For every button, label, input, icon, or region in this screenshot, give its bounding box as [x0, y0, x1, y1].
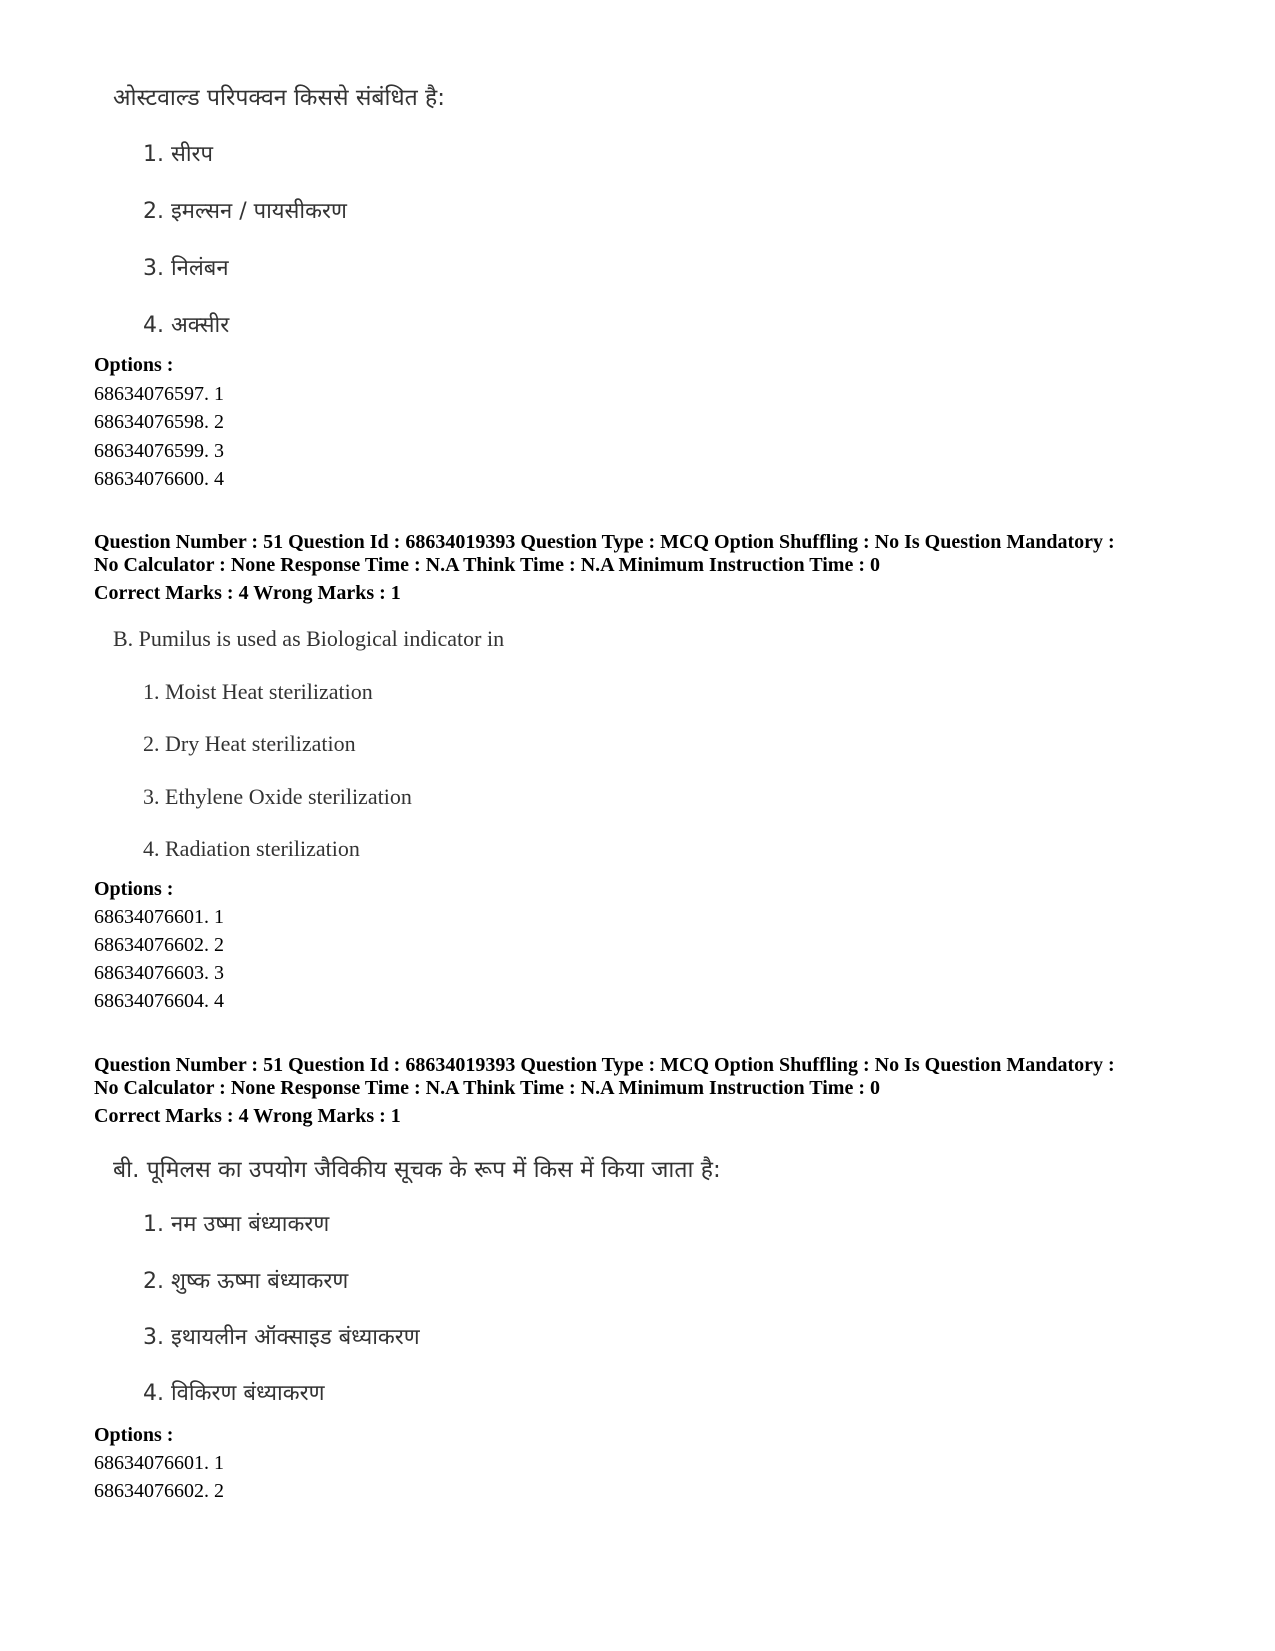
options-label: Options :	[94, 878, 174, 900]
options-label: Options :	[94, 1424, 174, 1446]
question-marks: Correct Marks : 4 Wrong Marks : 1	[94, 1105, 401, 1127]
question-meta-line1: Question Number : 51 Question Id : 68634019393 Question Type : MCQ Option Shuffling : No Is Question Mandatory :	[94, 531, 1115, 553]
option-id: 68634076602. 2	[94, 1480, 224, 1502]
option-id: 68634076597. 1	[94, 383, 224, 405]
question-meta-line2: No Calculator : None Response Time : N.A Think Time : N.A Minimum Instruction Time : 0	[94, 554, 880, 576]
option-id: 68634076601. 1	[94, 1452, 224, 1474]
choice-item: 4. Radiation sterilization	[143, 836, 360, 861]
choice-item: 1. नम उष्मा बंध्याकरण	[143, 1212, 330, 1237]
choice-item: 1. सीरप	[143, 142, 214, 167]
option-id: 68634076604. 4	[94, 990, 224, 1012]
choice-item: 1. Moist Heat sterilization	[143, 679, 373, 704]
choice-item: 2. इमल्सन / पायसीकरण	[143, 199, 347, 224]
choice-item: 3. Ethylene Oxide sterilization	[143, 784, 412, 809]
question-meta-line1: Question Number : 51 Question Id : 68634019393 Question Type : MCQ Option Shuffling : No Is Question Mandatory :	[94, 1054, 1115, 1076]
question-text: B. Pumilus is used as Biological indicator in	[113, 626, 505, 651]
choice-item: 3. निलंबन	[143, 256, 229, 281]
option-id: 68634076598. 2	[94, 411, 224, 433]
choice-item: 4. विकिरण बंध्याकरण	[143, 1381, 325, 1406]
options-label: Options :	[94, 354, 174, 376]
question-marks: Correct Marks : 4 Wrong Marks : 1	[94, 582, 401, 604]
choice-item: 2. Dry Heat sterilization	[143, 731, 356, 756]
choice-item: 4. अक्सीर	[143, 313, 230, 338]
question-text: ओस्टवाल्ड परिपक्वन किससे संबंधित है:	[113, 85, 446, 111]
option-id: 68634076601. 1	[94, 906, 224, 928]
option-id: 68634076599. 3	[94, 440, 224, 462]
option-id: 68634076603. 3	[94, 962, 224, 984]
option-id: 68634076602. 2	[94, 934, 224, 956]
choice-item: 3. इथायलीन ऑक्साइड बंध्याकरण	[143, 1325, 420, 1350]
choice-item: 2. शुष्क ऊष्मा बंध्याकरण	[143, 1269, 349, 1294]
question-meta-line2: No Calculator : None Response Time : N.A Think Time : N.A Minimum Instruction Time : 0	[94, 1077, 880, 1099]
option-id: 68634076600. 4	[94, 468, 224, 490]
question-text: बी. पूमिलस का उपयोग जैविकीय सूचक के रूप में किस में किया जाता है:	[113, 1157, 721, 1183]
